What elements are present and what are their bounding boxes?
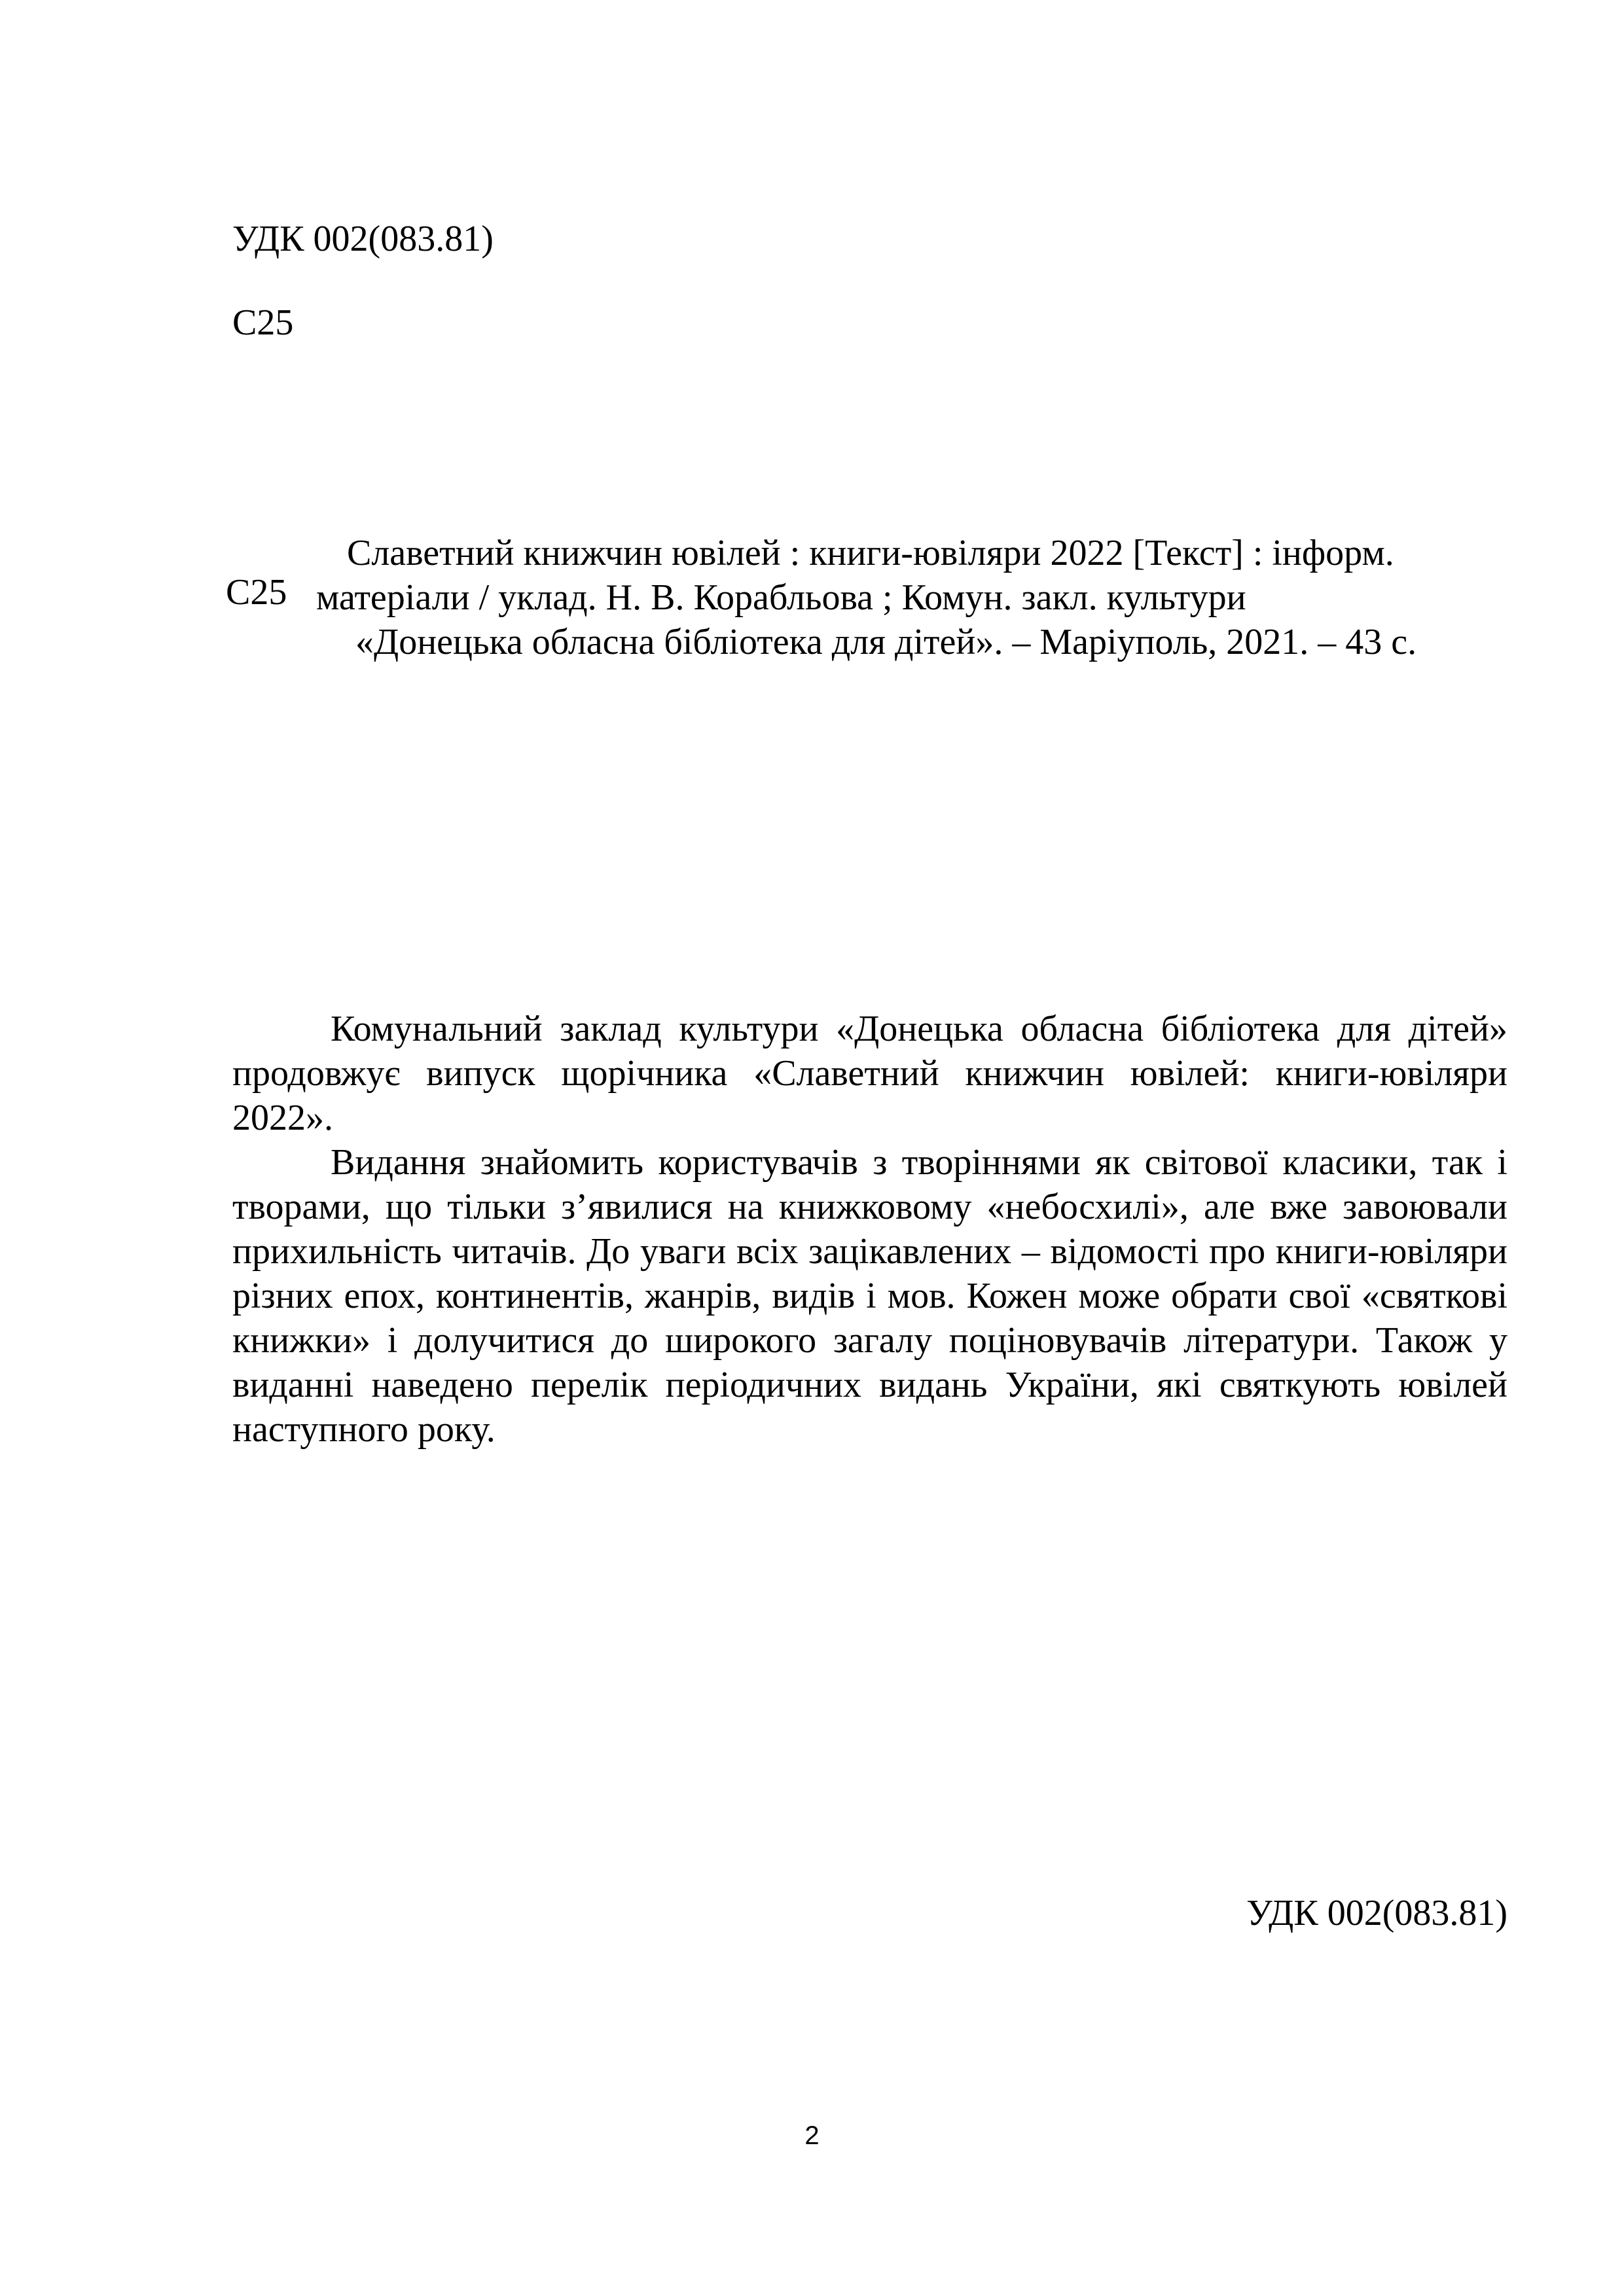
annotation [232,1007,1507,1452]
annotation-paragraph-1: Комунальний заклад культури «Донецька обласна бібліотека для дітей» продовжує випуск щорічника «Славетний книжчин ювілей: книги-ювіляри 2022». [232,1009,1507,1138]
annotation-paragraph-2: Видання знайомить користувачів з творіннями як світової класики, так і творами, що тільки з’явилися на книжковому «небосхилі», але вже завоювали прихильність читачів. До уваги всіх зацікавлених – відомості про книги-ювіляри різних епох, континентів, жанрів, видів і мов. Кожен може обрати свої «святкові книжки» і долучитися до широкого загалу поціновувачів літератури. Також у виданні наведено перелік періодичних видань України, які святкують ювілей наступного року. [232,1142,1507,1450]
catalog-card-line-2: матеріали / уклад. Н. В. Корабльова ; Комун. закл. культури [316,577,1246,618]
catalog-card-line-3: «Донецька обласна бібліотека для дітей». – Маріуполь, 2021. – 43 с. [355,622,1417,662]
catalog-card-line-1: Славетний книжчин ювілей : книги-ювіляри 2022 [Текст] : інформ. [347,533,1394,573]
author-sign-top: С25 [232,302,294,343]
page-number: 2 [804,2121,820,2150]
catalog-card-code: С25 [226,572,287,613]
udk-code-bottom: УДК 002(083.81) [1246,1893,1507,1933]
udk-code-top: УДК 002(083.81) [232,219,494,259]
